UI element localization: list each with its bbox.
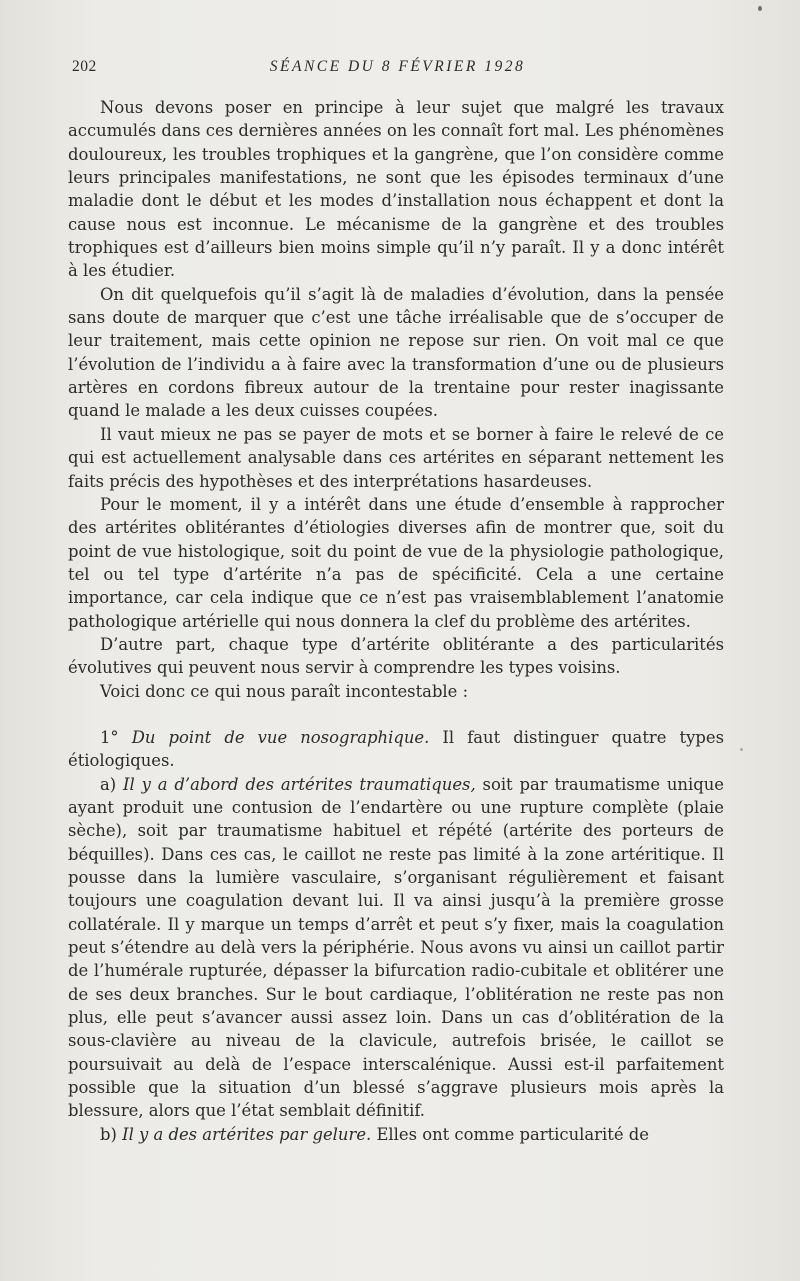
section-title: Du point de vue nosographique. xyxy=(131,727,430,747)
paragraph: Il vaut mieux ne pas se payer de mots et se borner à faire le relevé de ce qui est actuellement analysable dans ces artérites en séparant nettement les faits précis des hypothèses et des interprétations hasardeuses. xyxy=(68,424,724,491)
item-text: soit par traumatisme unique ayant produit une contusion de l’endartère ou une rupture complète (plaie sèche), soit par traumatisme habituel et répété (artérite des porteurs de béquilles). Dans ces cas, le caillot ne reste pas limité à la zone artéritique. Il pousse dans la lumière vasculaire, s’organisant régulièrement et faisant toujours une coagulation devant lui. Il va ainsi jusqu’à la première grosse collatérale. Il y marque un temps d’arrêt et peut s’y fixer, mais la coagulation peut s’étendre au delà vers la périphérie. Nous avons vu ainsi un caillot partir de l’humérale rupturée, dépasser la bifurcation radio-cubitale et oblitérer une de ses deux branches. Sur le bout cardiaque, l’oblitération ne reste pas non plus, elle peut s’avancer aussi assez loin. Dans un cas d’oblitération de la sous-clavière au niveau de la clavicule, autrefois brisée, le caillot se poursuivait au delà de l’espace interscalénique. Aussi est-il parfaitement possible que la situation d’un blessé s’aggrave plusieurs mois après la blessure, alors que l’état semblait définitif. xyxy=(68,774,724,1121)
page-number: 202 xyxy=(72,58,97,75)
section-text: Il faut distinguer quatre types étiologiques. xyxy=(68,727,724,771)
item-label: b) xyxy=(100,1124,123,1144)
paragraph: D’autre part, chaque type d’artérite oblitérante a des particularités évolutives qui peuvent nous servir à comprendre les types voisins. xyxy=(68,634,724,678)
item-title: Il y a des artérites par gelure. xyxy=(122,1124,372,1144)
paragraph: Nous devons poser en principe à leur sujet que malgré les travaux accumulés dans ces dernières années on les connaît fort mal. Les phénomènes douloureux, les troubles trophiques et la gangrène, que l’on considère comme leurs principales manifestations, ne sont que les épisodes terminaux d’une maladie dont le début et les modes d’installation nous échappent et dont la cause nous est inconnue. Le mécanisme de la gangrène et des troubles trophiques est d’ailleurs bien moins simple qu’il n’y paraît. Il y a donc intérêt à les étudier. xyxy=(68,98,724,281)
paper-speck xyxy=(758,6,762,11)
list-item-b xyxy=(68,1123,724,1146)
running-title: SÉANCE DU 8 FÉVRIER 1928 xyxy=(269,58,526,75)
paragraph: Voici donc ce qui nous paraît incontestable : xyxy=(100,681,469,701)
paragraph: Pour le moment, il y a intérêt dans une étude d’ensemble à rapprocher des artérites oblitérantes d’étiologies diverses afin de montrer que, soit du point de vue histologique, soit du point de vue de la physiologie pathologique, tel ou tel type d’artérite n’a pas de spécificité. Cela a une certaine importance, car cela indique que ce n’est pas vraisemblablement l’anatomie pathologique artérielle qui nous donnera la clef du problème des artérites. xyxy=(68,494,724,631)
paragraph: On dit quelquefois qu’il s’agit là de maladies d’évolution, dans la pensée sans doute de marquer que c’est une tâche irréalisable que de s’occuper de leur traitement, mais cette opinion ne repose sur rien. On voit mal ce que l’évolution de l’individu a à faire avec la transformation d’une ou de plusieurs artères en cordons fibreux autour de la trentaine pour rester inagissante quand le malade a les deux cuisses coupées. xyxy=(68,284,724,421)
item-text: Elles ont comme particularité de xyxy=(371,1124,649,1144)
article-body xyxy=(68,96,724,1146)
section-heading-paragraph xyxy=(68,726,724,773)
item-title: Il y a d’abord des artérites traumatiques, xyxy=(123,774,476,794)
running-head xyxy=(70,52,725,82)
section-number: 1° xyxy=(100,727,132,747)
list-item-a xyxy=(68,773,724,1123)
paper-speck xyxy=(740,748,743,751)
item-label: a) xyxy=(100,774,124,794)
